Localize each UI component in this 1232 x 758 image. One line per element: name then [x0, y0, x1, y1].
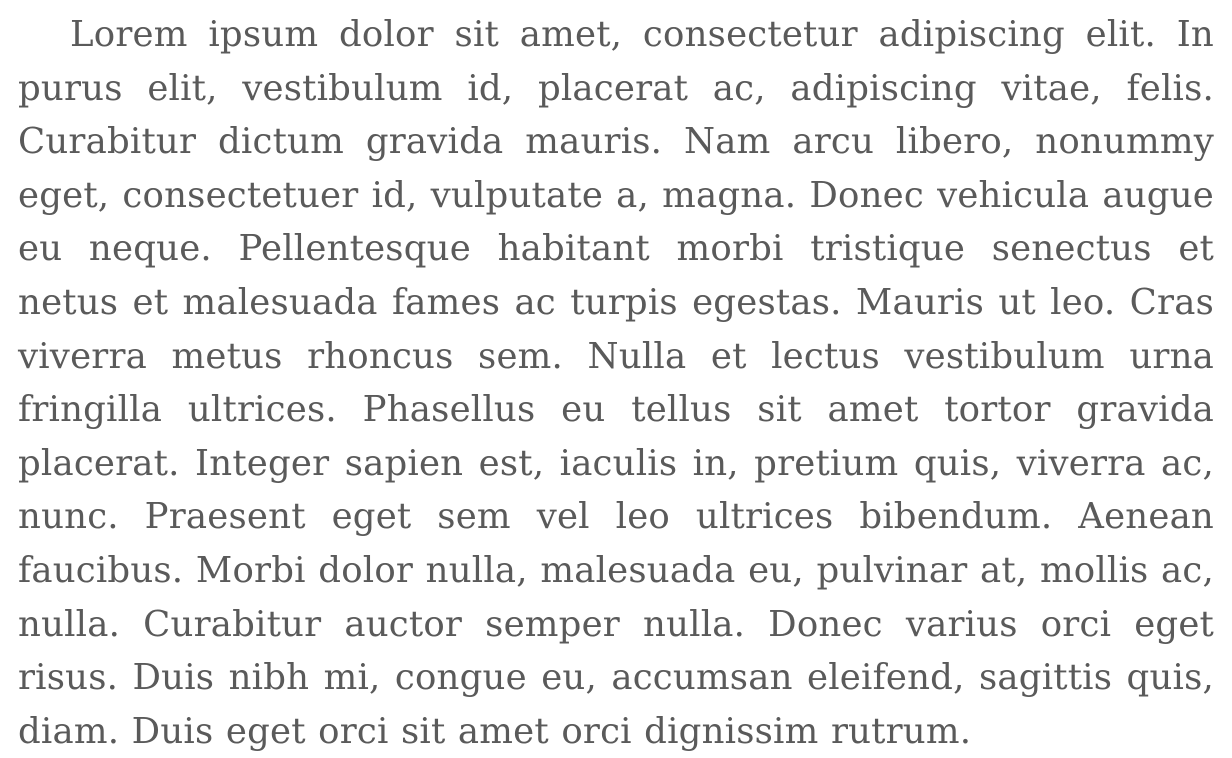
body-paragraph: Lorem ipsum dolor sit amet, consectetur adipiscing elit. In purus elit, vestibulum id, placerat ac, adipiscing vitae, felis. Curabitur dictum gravida mauris. Nam arcu libero, nonummy eget, consectetuer id, vulputate a, magna. Donec vehicula augue eu neque. Pellentesque habitant morbi tristique senectus et netus et malesuada fames ac turpis egestas. Mauris ut leo. Cras viverra metus rhoncus sem. Nulla et lectus vestibulum urna fringilla ultrices. Phasellus eu tellus sit amet tortor gravida placerat. Integer sapien est, iaculis in, pretium quis, viverra ac, nunc. Praesent eget sem vel leo ultrices bibendum. Aenean faucibus. Morbi dolor nulla, malesuada eu, pulvinar at, mollis ac, nulla. Curabitur auctor semper nulla. Donec varius orci eget risus. Duis nibh mi, congue eu, accumsan eleifend, sagittis quis, diam. Duis eget orci sit amet orci dignissim rutrum. [18, 14, 1214, 752]
